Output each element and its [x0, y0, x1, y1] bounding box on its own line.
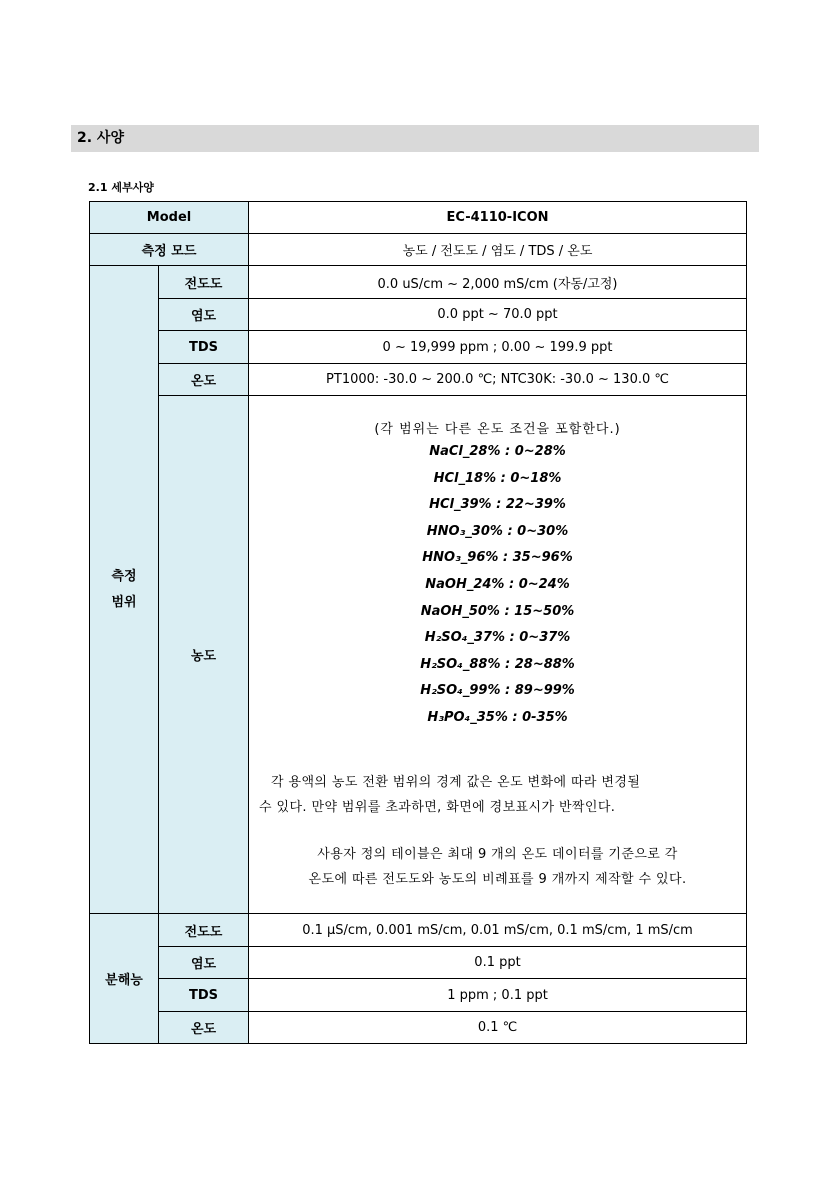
note-2-line-1: 사용자 정의 테이블은 최대 9 개의 온도 데이터를 기준으로 각: [317, 846, 678, 862]
resolution-label: 전도도: [159, 914, 249, 947]
resolution-value: 1 ppm ; 0.1 ppt: [249, 979, 747, 1012]
note-1-line-2: 수 있다. 만약 범위를 초과하면, 화면에 경보표시가 반짝인다.: [259, 799, 616, 815]
list-item: NaCl_28% : 0~28%: [429, 444, 566, 459]
section-heading: 2. 사양: [71, 125, 759, 152]
list-item: H₂SO₄_88% : 28~88%: [420, 656, 575, 672]
range-value: PT1000: -30.0 ~ 200.0 ℃; NTC30K: -30.0 ~ 130.0 ℃: [249, 364, 747, 396]
list-item: HCl_39% : 22~39%: [429, 497, 566, 513]
table-row: [90, 914, 747, 947]
table-row: [90, 1012, 747, 1044]
list-item: H₂SO₄_99% : 89~99%: [420, 683, 575, 699]
list-item: H₃PO₄_35% : 0-35%: [427, 709, 568, 725]
table-row: [90, 979, 747, 1012]
list-item: NaOH_50% : 15~50%: [420, 603, 575, 619]
range-label: TDS: [159, 331, 249, 364]
range-group-line1: 측정: [111, 568, 137, 584]
table-row: [90, 299, 747, 331]
list-item: HCl_18% : 0~18%: [433, 470, 562, 486]
note-1-line-1: 각 용액의 농도 전환 범위의 경계 값은 온도 변화에 따라 변경될: [271, 774, 641, 790]
range-group-label: [90, 266, 159, 914]
resolution-label: 온도: [159, 1012, 249, 1044]
range-value: 0.0 uS/cm ~ 2,000 mS/cm (자동/고정): [249, 266, 747, 299]
resolution-label: 염도: [159, 947, 249, 979]
resolution-group-label: 분해능: [90, 914, 159, 1044]
concentration-label: 농도: [159, 396, 249, 914]
concentration-cell: [249, 396, 747, 914]
resolution-value: 0.1 ppt: [249, 947, 747, 979]
range-value: 0.0 ppt ~ 70.0 ppt: [249, 299, 747, 331]
range-label: 염도: [159, 299, 249, 331]
concentration-intro: (각 범위는 다른 온도 조건을 포함한다.): [374, 422, 621, 437]
table-row: [90, 364, 747, 396]
spec-table: [89, 201, 747, 1044]
range-label: 온도: [159, 364, 249, 396]
note-2-line-2: 온도에 따른 전도도와 농도의 비례표를 9 개까지 제작할 수 있다.: [308, 871, 687, 887]
resolution-value: 0.1 μS/cm, 0.001 mS/cm, 0.01 mS/cm, 0.1 mS/cm, 1 mS/cm: [249, 914, 747, 947]
concentration-list: [249, 439, 746, 732]
list-item: H₂SO₄_37% : 0~37%: [424, 630, 571, 646]
range-group-line2: 범위: [111, 594, 137, 610]
table-row: [90, 947, 747, 979]
concentration-note-2: [249, 842, 746, 892]
table-row-concentration: [90, 396, 747, 914]
mode-label: 측정 모드: [90, 234, 249, 266]
table-row: [90, 331, 747, 364]
resolution-value: 0.1 ℃: [249, 1012, 747, 1044]
resolution-label: TDS: [159, 979, 249, 1012]
model-value: EC-4110-ICON: [249, 202, 747, 234]
table-row: [90, 266, 747, 299]
model-label: Model: [90, 202, 249, 234]
list-item: HNO₃_30% : 0~30%: [426, 523, 569, 539]
list-item: HNO₃_96% : 35~96%: [422, 550, 573, 566]
subsection-heading: 2.1 세부사양: [88, 181, 154, 194]
concentration-note-1: [249, 770, 746, 820]
mode-value: 농도 / 전도도 / 염도 / TDS / 온도: [249, 234, 747, 266]
range-label: 전도도: [159, 266, 249, 299]
table-row-model: [90, 202, 747, 234]
table-row-mode: [90, 234, 747, 266]
range-value: 0 ~ 19,999 ppm ; 0.00 ~ 199.9 ppt: [249, 331, 747, 364]
list-item: NaOH_24% : 0~24%: [425, 576, 570, 592]
